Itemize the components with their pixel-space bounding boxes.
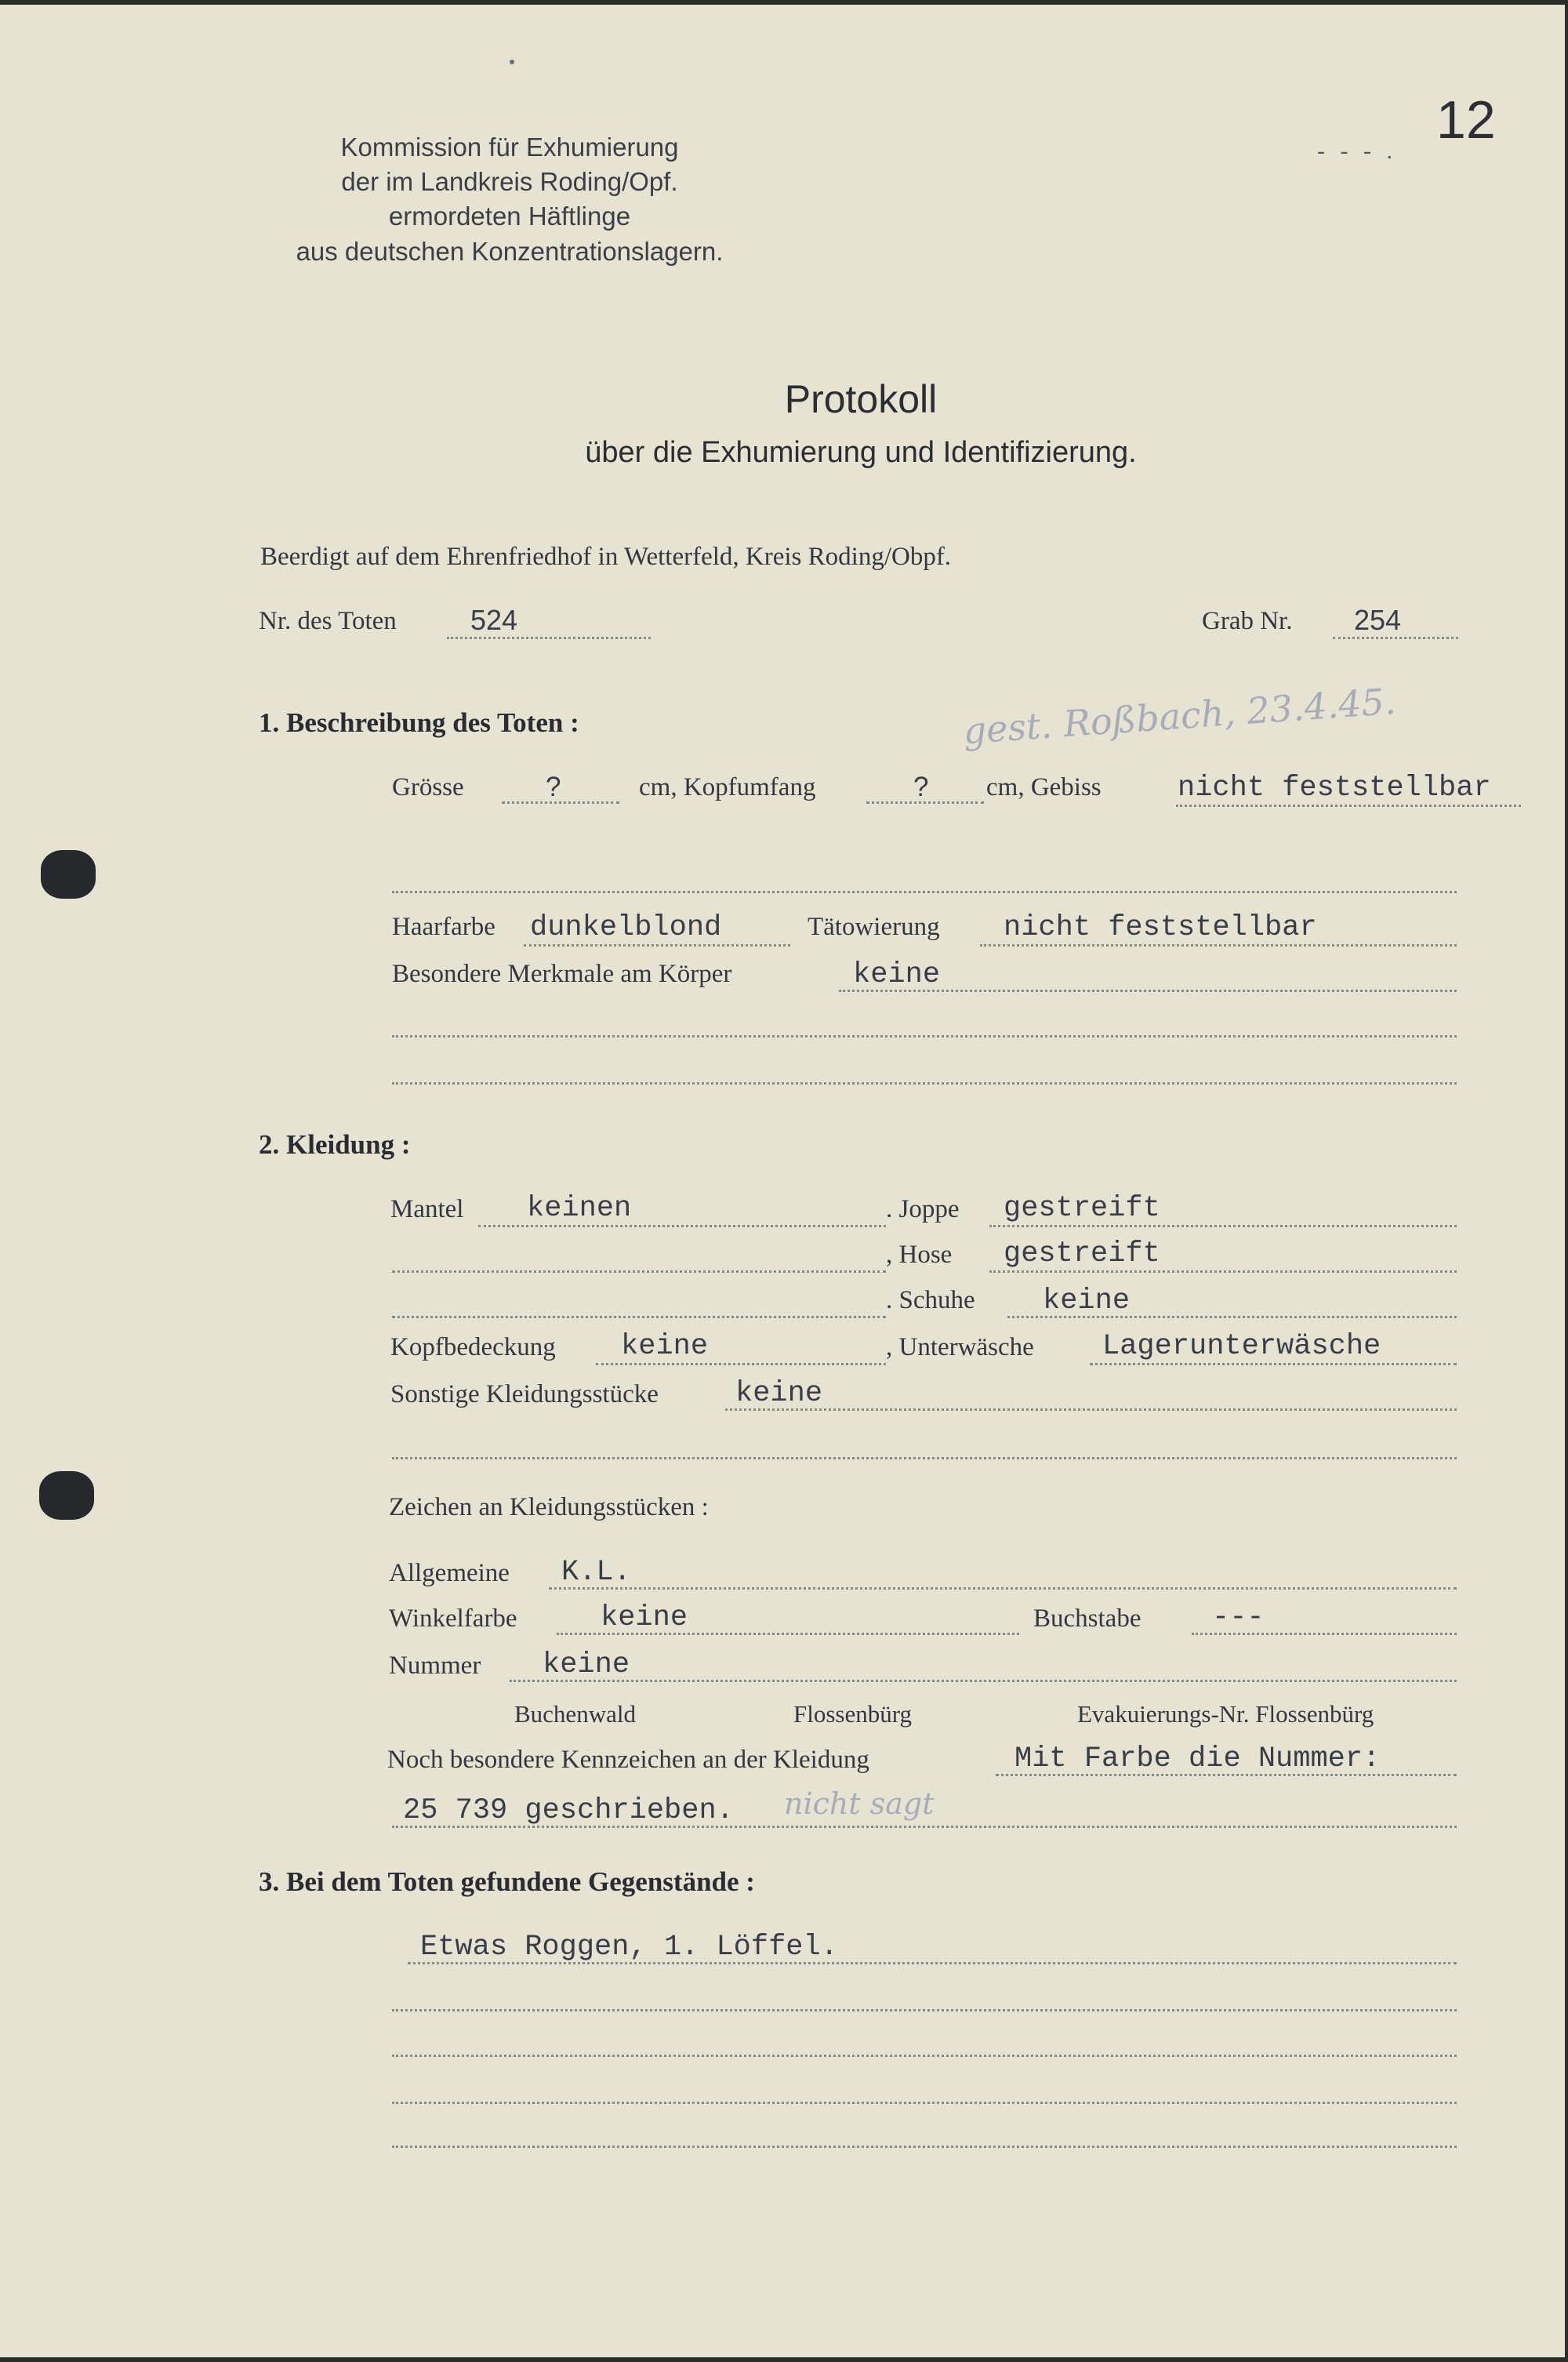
head-circumference-label: cm, Kopfumfang bbox=[639, 773, 816, 801]
special-clothing-marks-continued: 25 739 geschrieben. bbox=[403, 1794, 734, 1827]
angle-color-value: keine bbox=[601, 1601, 688, 1634]
section-1-heading: 1. Beschreibung des Toten : bbox=[259, 707, 579, 738]
grave-number-label: Grab Nr. bbox=[1202, 607, 1293, 635]
number-value: keine bbox=[543, 1648, 630, 1681]
document-title: Protokoll bbox=[784, 377, 938, 421]
coat-label: Mantel bbox=[390, 1195, 464, 1223]
trousers-value: gestreift bbox=[1004, 1237, 1160, 1270]
general-label: Allgemeine bbox=[389, 1559, 510, 1587]
shoes-label: . Schuhe bbox=[886, 1286, 975, 1314]
number-label: Nummer bbox=[389, 1652, 481, 1680]
grave-number-value: 254 bbox=[1354, 604, 1402, 636]
page-number: 12 bbox=[1436, 90, 1496, 150]
clothing-marks-label: Zeichen an Kleidungsstücken : bbox=[389, 1493, 709, 1521]
underwear-label: , Unterwäsche bbox=[886, 1333, 1034, 1361]
teeth-label: cm, Gebiss bbox=[986, 773, 1102, 801]
coat-value: keinen bbox=[527, 1192, 632, 1225]
jacket-label: . Joppe bbox=[886, 1195, 960, 1223]
margin-mark bbox=[510, 60, 514, 64]
head-circumference-value: ? bbox=[913, 772, 929, 802]
burial-place-line: Beerdigt auf dem Ehrenfriedhof in Wetterfeld, Kreis Roding/Obpf. bbox=[260, 543, 952, 571]
found-items-value: Etwas Roggen, 1. Löffel. bbox=[420, 1931, 838, 1964]
letter-value: --- bbox=[1212, 1601, 1265, 1634]
hair-color-value: dunkelblond bbox=[530, 911, 722, 944]
camp-buchenwald: Buchenwald bbox=[514, 1700, 636, 1728]
height-label: Grösse bbox=[392, 773, 464, 801]
headwear-label: Kopfbedeckung bbox=[390, 1333, 556, 1361]
shoes-value: keine bbox=[1043, 1285, 1131, 1317]
angle-color-label: Winkelfarbe bbox=[389, 1604, 517, 1633]
handwritten-note-marks: nicht sagt bbox=[784, 1786, 935, 1821]
document-subtitle: über die Exhumierung und Identifizierung. bbox=[585, 436, 1137, 469]
evacuation-number: Evakuierungs-Nr. Flossenbürg bbox=[1077, 1700, 1374, 1728]
punch-hole-bottom bbox=[39, 1471, 94, 1520]
hair-color-label: Haarfarbe bbox=[392, 913, 495, 941]
other-clothing-label: Sonstige Kleidungsstücke bbox=[390, 1380, 659, 1408]
dead-number-label: Nr. des Toten bbox=[259, 607, 397, 635]
other-clothing-value: keine bbox=[735, 1377, 823, 1410]
section-2-heading: 2. Kleidung : bbox=[259, 1129, 411, 1160]
header-line-4: aus deutschen Konzentrationslagern. bbox=[296, 237, 724, 266]
special-marks-label: Besondere Merkmale am Körper bbox=[392, 960, 732, 988]
trousers-label: , Hose bbox=[886, 1241, 953, 1269]
headwear-value: keine bbox=[621, 1330, 709, 1363]
teeth-value: nicht feststellbar bbox=[1178, 772, 1491, 805]
header-line-2: der im Landkreis Roding/Opf. bbox=[341, 167, 678, 196]
header-line-1: Kommission für Exhumierung bbox=[340, 133, 679, 162]
tattoo-label: Tätowierung bbox=[808, 913, 940, 941]
tattoo-value: nicht feststellbar bbox=[1004, 911, 1317, 944]
document-page bbox=[0, 5, 1565, 2357]
special-marks-value: keine bbox=[853, 958, 941, 991]
special-clothing-marks-value: Mit Farbe die Nummer: bbox=[1014, 1742, 1381, 1775]
page-number-dashes: - - - . bbox=[1317, 138, 1397, 164]
section-3-heading: 3. Bei dem Toten gefundene Gegenstände : bbox=[259, 1866, 755, 1897]
header-line-3: ermordeten Häftlinge bbox=[388, 202, 631, 231]
general-value: K.L. bbox=[561, 1556, 631, 1589]
underwear-value: Lagerunterwäsche bbox=[1102, 1330, 1381, 1363]
height-value: ? bbox=[546, 772, 561, 802]
dead-number-value: 524 bbox=[470, 604, 518, 636]
jacket-value: gestreift bbox=[1004, 1192, 1160, 1225]
handwritten-note-death: gest. Roßbach, 23.4.45. bbox=[961, 679, 1397, 753]
punch-hole-top bbox=[41, 850, 96, 899]
camp-flossenburg: Flossenbürg bbox=[793, 1700, 913, 1728]
letter-label: Buchstabe bbox=[1033, 1604, 1142, 1633]
special-clothing-marks-label: Noch besondere Kennzeichen an der Kleidung bbox=[387, 1746, 869, 1774]
